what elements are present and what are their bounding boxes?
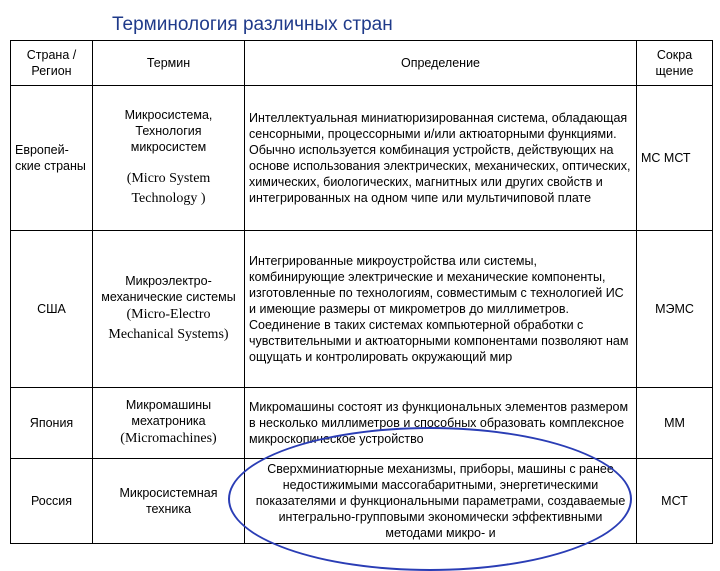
header-abbr: Сокра щение (637, 41, 713, 86)
abbr-cell: МСТ (637, 459, 713, 544)
header-definition: Определение (245, 41, 637, 86)
term-ru: Микросистемная техника (119, 486, 218, 516)
table-row (11, 459, 713, 544)
country-cell: Россия (11, 459, 93, 544)
abbr-cell: МЭМС (637, 231, 713, 388)
page-title: Терминология различных стран (112, 14, 393, 35)
table-row (11, 231, 713, 388)
table-row (11, 86, 713, 231)
definition-cell: Микромашины состоят из функциональных элементов размером в несколько миллиметров и способных образовать комплексное микроскопическое устройство (245, 388, 637, 459)
abbr-cell: ММ (637, 388, 713, 459)
term-ru: Микромашины мехатроника (125, 398, 212, 428)
term-cell (93, 86, 245, 231)
terminology-table (10, 40, 713, 544)
abbr-cell: МС МСТ (637, 86, 713, 231)
term-ru: Микросистема, Технология микросистем (124, 108, 213, 154)
term-en: (Micro System Technology ) (126, 171, 211, 206)
term-cell (93, 459, 245, 544)
term-ru: Микроэлектро-механические системы (101, 274, 236, 304)
country-cell: Европей-ские страны (11, 86, 93, 231)
table-header-row (11, 41, 713, 86)
definition-cell: Интегрированные микроустройства или системы, комбинирующие электрические и механические компоненты, изготовленные по технологиям, совместимым с технологией ИС и имеющие размеры от микрометров до миллиметров. Соединение в таких системах компьютерной обработки с чувствительными и актюаторными компонентами позволяют нам ощущать и контролировать окружающий мир (245, 231, 637, 388)
table-row (11, 388, 713, 459)
definition-cell: Сверхминиатюрные механизмы, приборы, машины с ранее недостижимыми массогабаритными, энергетическими показателями и функциональными параметрами, создаваемые интегрально-групповыми экономически эффективными методами микро- и (245, 459, 637, 544)
country-cell: США (11, 231, 93, 388)
term-cell (93, 231, 245, 388)
term-cell (93, 388, 245, 459)
definition-cell: Интеллектуальная миниатюризированная система, обладающая сенсорными, процессорными и/или актюаторными функциями. Обычно используется комбинация устройств, действующих на основе использования электрических, механических, оптических, химических, биологических, магнитных или других свойств и интегрированных на одном чипе или мультичиповой плате (245, 86, 637, 231)
country-cell: Япония (11, 388, 93, 459)
term-en: (Micro-Electro Mechanical Systems) (108, 307, 229, 342)
header-country: Страна / Регион (11, 41, 93, 86)
term-en: (Micromachines) (120, 431, 217, 446)
header-term: Термин (93, 41, 245, 86)
